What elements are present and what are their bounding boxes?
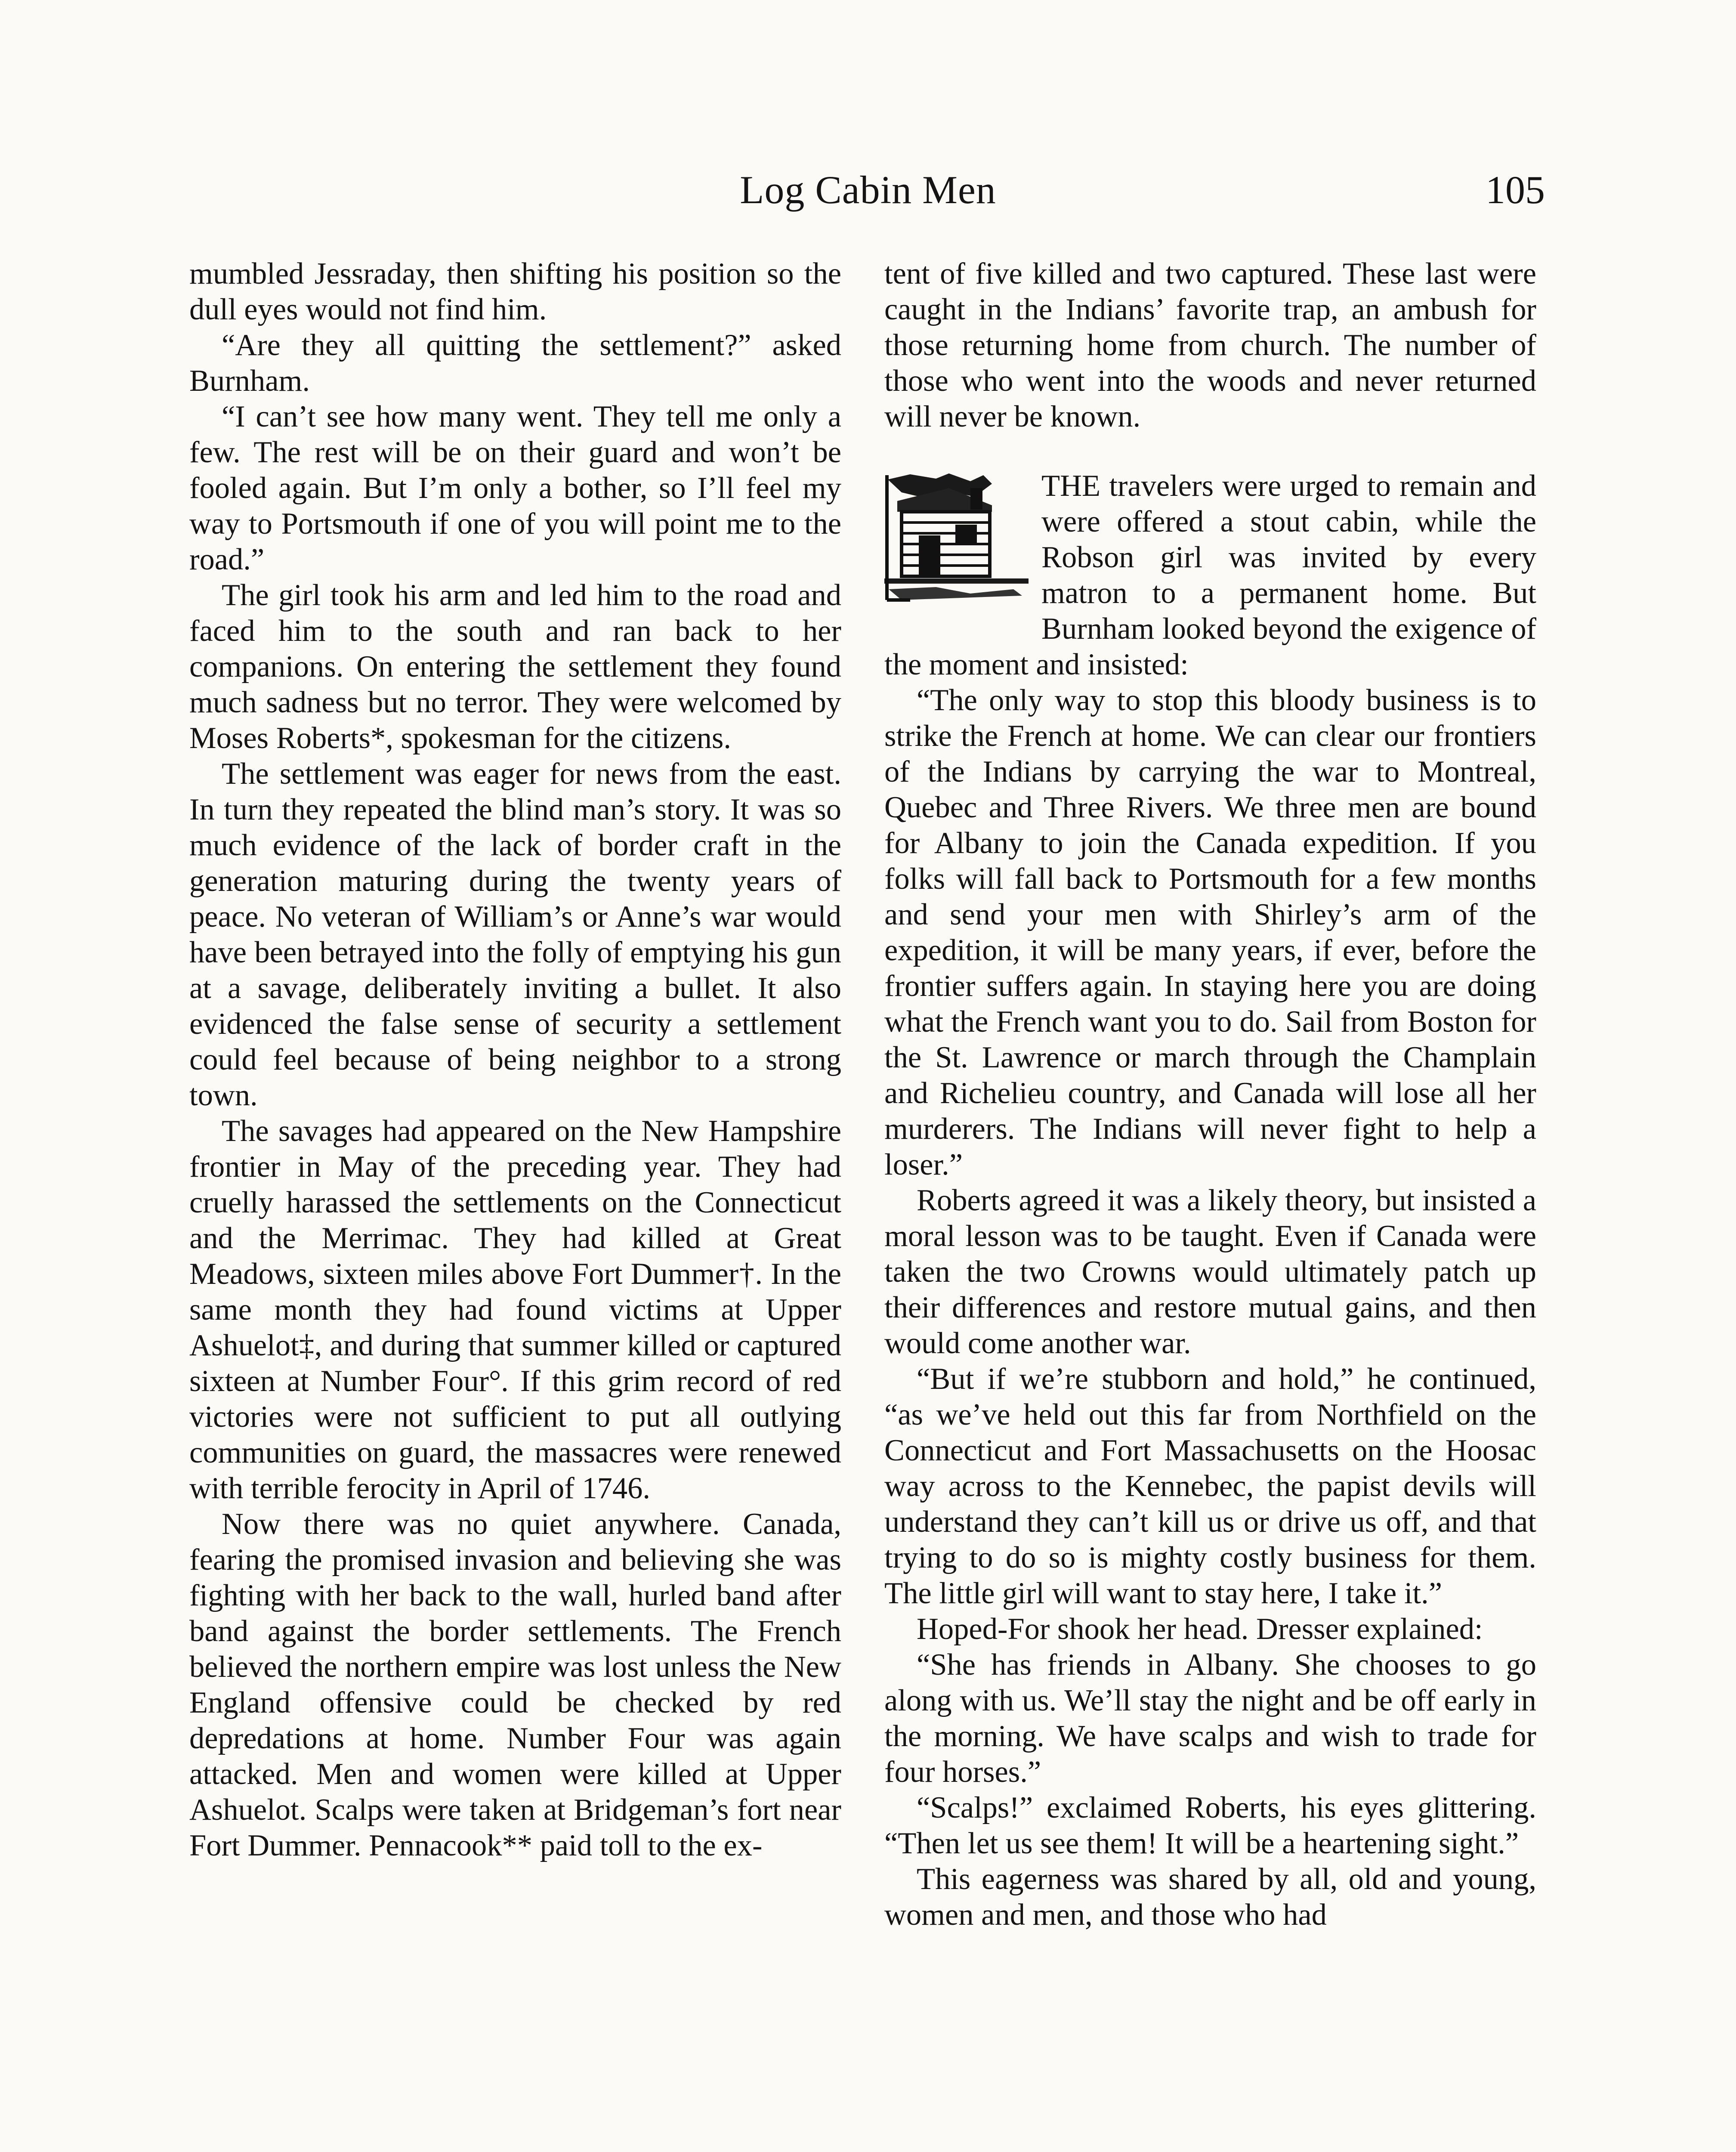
paragraph: “Are they all quitting the settlement?” asked Burnham. [189,328,841,398]
paragraph: Hoped-For shook her head. Dresser explained: [917,1612,1483,1646]
paragraph: “She has friends in Albany. She chooses to go along with us. We’ll stay the night and be off early in the morning. We have scalps and wish to trade for four horses.” [884,1648,1536,1789]
running-head-title: Log Cabin Men [740,168,996,212]
paragraph: “I can’t see how many went. They tell me only a few. The rest will be on their guard and won’t be fooled again. But I’m only a bother, so I’ll feel my way to Portsmouth if one of you will point me to the road.” [189,400,841,576]
log-cabin-illustration-icon [884,471,1029,609]
paragraph: The girl took his arm and led him to the road and faced him to the south and ran back to her companions. On entering the settlement they found much sadness but no terror. They were welcomed by Moses Roberts*, spokesman for the citizens. [189,578,841,755]
paragraph: This eagerness was shared by all, old and young, women and men, and those who had [884,1862,1536,1932]
paragraph: mumbled Jessraday, then shifting his position so the dull eyes would not find him. [189,257,841,326]
page-number: 105 [1486,168,1545,212]
dropcap-section [884,468,1536,683]
paragraph: The savages had appeared on the New Hampshire frontier in May of the preceding year. They had cruelly harassed the settlements on the Connecticut and the Merrimac. They had killed at Great Meadows, sixteen miles above Fort Dummer†. In the same month they had found victims at Upper Ashuelot‡, and during that summer killed or captured sixteen at Number Four°. If this grim record of red victories were not sufficient to put all outlying communities on guard, the massacres were renewed with terrible ferocity in April of 1746. [189,1114,841,1505]
right-column [884,256,1536,2152]
paragraph: The settlement was eager for news from the east. In turn they repeated the blind man’s story. It was so much evidence of the lack of border craft in the generation maturing during the twenty years of peace. No veteran of William’s or Anne’s war would have been betrayed into the folly of emptying his gun at a savage, deliberately inviting a bullet. It also evidenced the false sense of security a settlement could feel because of being neighbor to a strong town. [189,757,841,1112]
paragraph: tent of five killed and two captured. These last were caught in the Indians’ favorite trap, an ambush for those returning home from church. The number of those who went into the woods and never returned will never be known. [884,257,1536,433]
paragraph: “Scalps!” exclaimed Roberts, his eyes glittering. “Then let us see them! It will be a heartening sight.” [884,1791,1536,1860]
paragraph: Now there was no quiet anywhere. Canada, fearing the promised invasion and believing she was fighting with her back to the wall, hurled band after band against the border settlements. The French believed the northern empire was lost unless the New England offensive could be checked by red depredations at home. Number Four was again attacked. Men and women were killed at Upper Ashuelot. Scalps were taken at Bridgeman’s fort near Fort Dummer. Pennacook** paid toll to the ex- [189,1507,841,1862]
left-column [189,256,841,2152]
paragraph: “The only way to stop this bloody business is to strike the French at home. We can clear our frontiers of the Indians by carrying the war to Montreal, Quebec and Three Rivers. We three men are bound for Albany to join the Canada expedition. If you folks will fall back to Portsmouth for a few months and send your men with Shirley’s arm of the expedition, it will be many years, if ever, before the frontier suffers again. In staying here you are doing what the French want you to do. Sail from Boston for the St. Lawrence or march through the Champlain and Richelieu country, and Canada will lose all her murderers. The Indians will never fight to help a loser.” [884,683,1536,1181]
paragraph: Roberts agreed it was a likely theory, but insisted a moral lesson was to be taught. Even if Canada were taken the two Crowns would ultimately patch up their differences and restore mutual gains, and then would come another war. [884,1184,1536,1360]
dropcap-paragraph: THE travelers were urged to remain and were offered a stout cabin, while the Robson girl was invited by every matron to a permanent home. But Burnham looked beyond the exigence of the moment and insisted: [884,469,1536,681]
paragraph: “But if we’re stubborn and hold,” he continued, “as we’ve held out this far from Northfield on the Connecticut and Fort Massachusetts on the Hoosac way across to the Kennebec, the papist devils will understand they can’t kill us or drive us off, and that trying to do so is mighty costly business for them. The little girl will want to stay here, I take it.” [884,1362,1536,1610]
